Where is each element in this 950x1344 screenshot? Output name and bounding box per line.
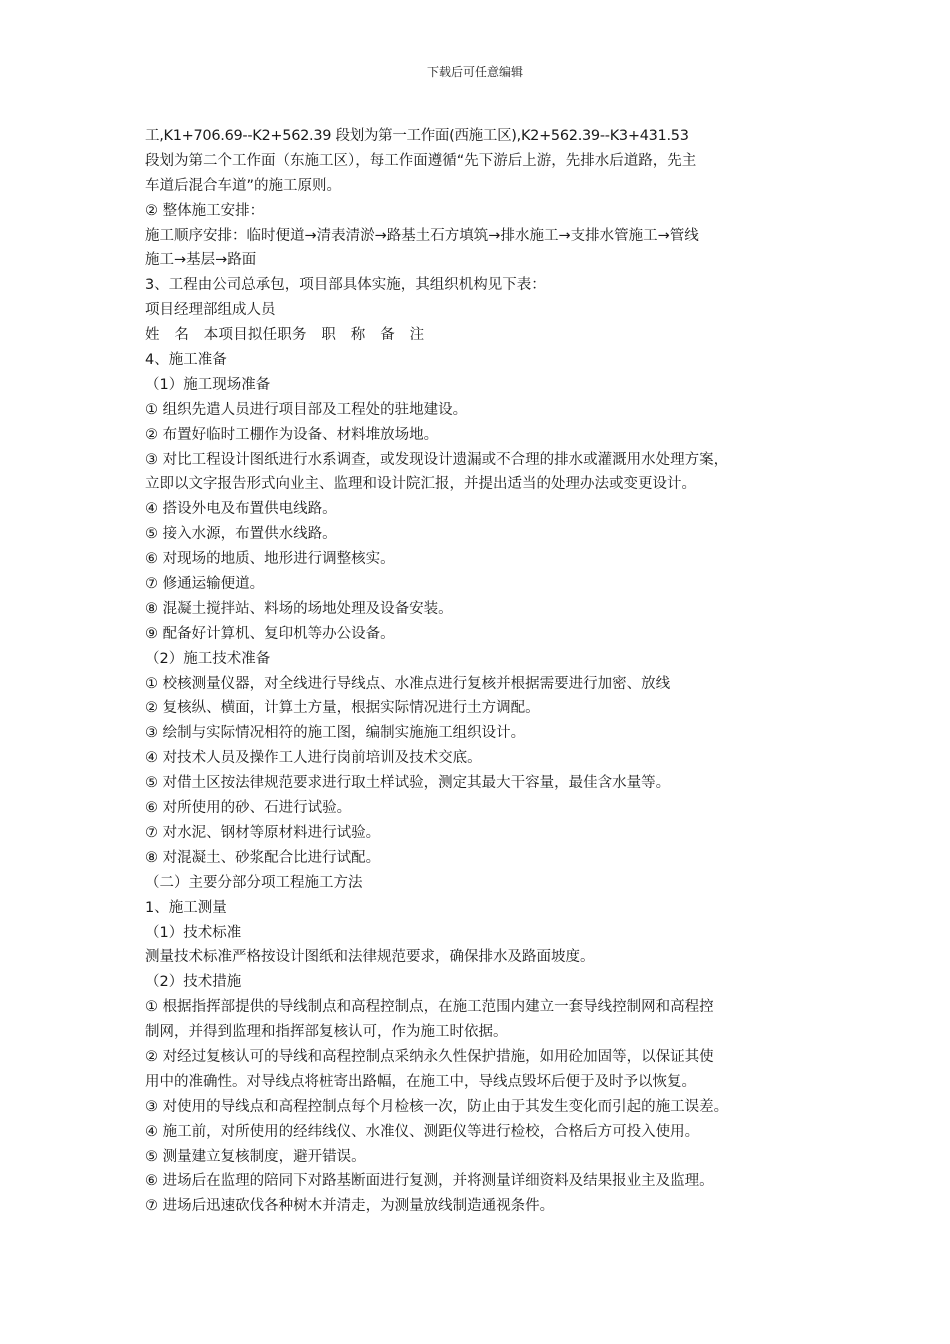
list-item: ③ 对使用的导线点和高程控制点每个月检核一次，防止由于其发生变化而引起的施工误差。 [145, 1098, 729, 1115]
paragraph-line: 车道后混合车道”的施工原则。 [145, 177, 342, 194]
list-item: ③ 绘制与实际情况相符的施工图，编制实施施工组织设计。 [145, 725, 526, 742]
list-item: ① 校核测量仪器，对全线进行导线点、水准点进行复核并根据需要进行加密、放线 [145, 675, 671, 692]
section-heading: （二）主要分部分项工程施工方法 [145, 874, 363, 891]
section-heading: 4、施工准备 [145, 352, 227, 369]
list-item: ② 复核纵、横面，计算土方量，根据实际情况进行土方调配。 [145, 700, 540, 717]
paragraph-line: 立即以文字报告形式向业主、监理和设计院汇报，并提出适当的处理办法或变更设计。 [145, 476, 696, 493]
subsection-heading: （2）施工技术准备 [145, 650, 271, 667]
paragraph-line: 段划为第二个工作面（东施工区），每工作面遵循“先下游后上游，先排水后道路，先主 [145, 152, 697, 169]
section-heading: 1、施工测量 [145, 899, 227, 916]
list-item: ⑧ 对混凝土、砂浆配合比进行试配。 [145, 849, 381, 866]
list-item: ⑤ 对借土区按法律规范要求进行取土样试验，测定其最大干容量，最佳含水量等。 [145, 775, 671, 792]
subsection-heading: （1）技术标准 [145, 924, 242, 941]
paragraph-line: 施工顺序安排：临时便道→清表清淤→路基土石方填筑→排水施工→支排水管施工→管线 [145, 227, 699, 244]
table-header-row: 姓 名 本项目拟任职务 职 称 备 注 [145, 327, 425, 344]
list-item: ② 整体施工安排： [145, 202, 265, 219]
paragraph-line: 测量技术标准严格按设计图纸和法律规范要求，确保排水及路面坡度。 [145, 949, 595, 966]
section-heading: 3、工程由公司总承包，项目部具体实施，其组织机构见下表： [145, 277, 546, 294]
list-item: ⑦ 修通运输便道。 [145, 576, 265, 593]
paragraph-line: 用中的准确性。对导线点将桩寄出路幅，在施工中，导线点毁坏后便于及时予以恢复。 [145, 1073, 696, 1090]
subsection-heading: （1）施工现场准备 [145, 376, 271, 393]
paragraph-line: 制网，并得到监理和指挥部复核认可，作为施工时依据。 [145, 1024, 508, 1041]
list-item: ④ 对技术人员及操作工人进行岗前培训及技术交底。 [145, 750, 482, 767]
list-item: ⑥ 进场后在监理的陪同下对路基断面进行复测，并将测量详细资料及结果报业主及监理。 [145, 1173, 714, 1190]
list-item: ⑦ 对水泥、钢材等原材料进行试验。 [145, 824, 381, 841]
list-item: ⑥ 对现场的地质、地形进行调整核实。 [145, 551, 395, 568]
list-item: ④ 施工前，对所使用的经纬线仪、水准仪、测距仪等进行检校，合格后方可投入使用。 [145, 1123, 700, 1140]
subsection-heading: （2）技术措施 [145, 974, 242, 991]
list-item: ⑥ 对所使用的砂、石进行试验。 [145, 800, 352, 817]
paragraph-line: 工,K1+706.69--K2+562.39 段划为第一工作面(西施工区),K2+562.39--K3+431.53 [145, 128, 689, 144]
paragraph-line: 施工→基层→路面 [145, 252, 257, 269]
list-item: ⑤ 测量建立复核制度，避开错误。 [145, 1148, 366, 1165]
list-item: ② 对经过复核认可的导线和高程控制点采纳永久性保护措施，如用砼加固等，以保证其使 [145, 1048, 714, 1065]
list-item: ④ 搭设外电及布置供电线路。 [145, 501, 337, 518]
page-header: 下载后可任意编辑 [426, 65, 523, 79]
document-body [145, 124, 815, 1219]
list-item: ① 组织先遣人员进行项目部及工程处的驻地建设。 [145, 401, 468, 418]
paragraph-line: 项目经理部组成人员 [145, 302, 276, 319]
list-item: ⑧ 混凝土搅拌站、料场的场地处理及设备安装。 [145, 600, 453, 617]
list-item: ② 布置好临时工棚作为设备、材料堆放场地。 [145, 426, 439, 443]
list-item: ① 根据指挥部提供的导线制点和高程控制点，在施工范围内建立一套导线控制网和高程控 [145, 999, 714, 1016]
list-item: ⑨ 配备好计算机、复印机等办公设备。 [145, 625, 395, 642]
list-item: ③ 对比工程设计图纸进行水系调查，或发现设计遗漏或不合理的排水或灌溉用水处理方案， [145, 451, 729, 468]
list-item: ⑦ 进场后迅速砍伐各种树木并清走，为测量放线制造通视条件。 [145, 1198, 555, 1215]
list-item: ⑤ 接入水源，布置供水线路。 [145, 526, 337, 543]
